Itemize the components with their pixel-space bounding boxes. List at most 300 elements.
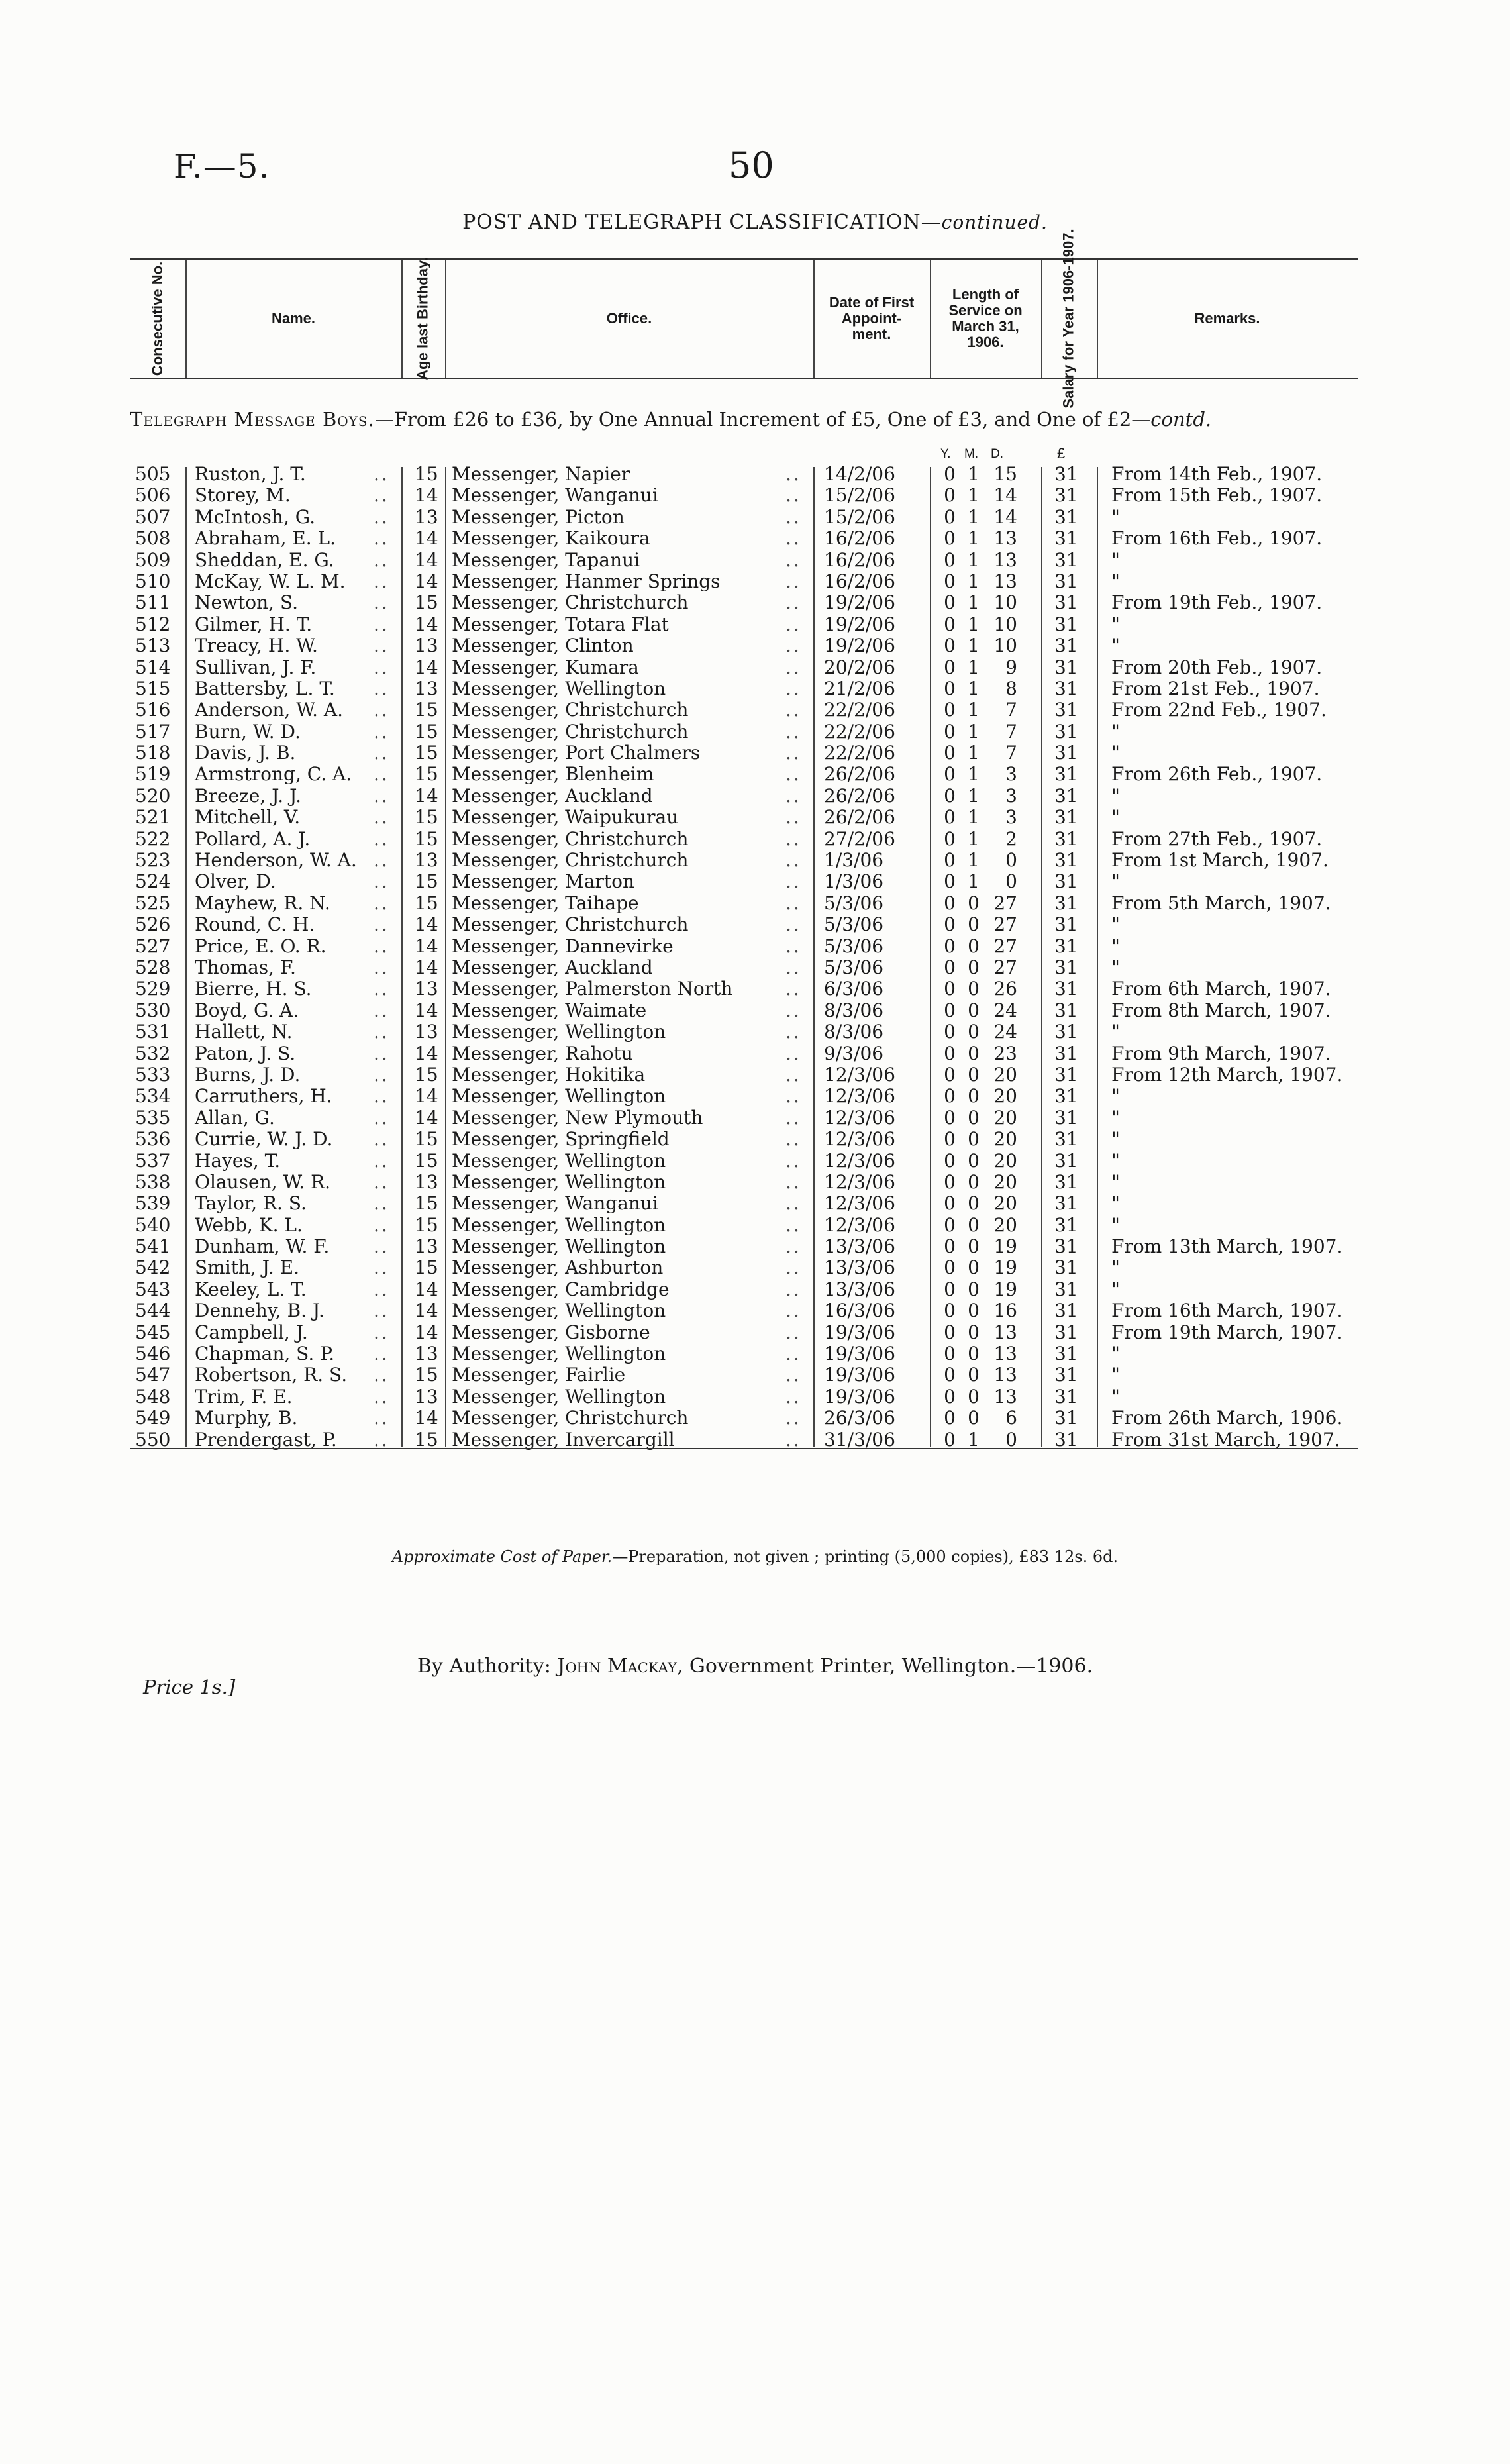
row-number: 545 xyxy=(135,1321,171,1343)
row-office: Messenger, Kaikoura xyxy=(452,527,650,550)
row-name: Armstrong, C. A. xyxy=(195,763,352,786)
running-title-text: POST AND TELEGRAPH CLASSIFICATION— xyxy=(462,211,942,234)
row-salary: 31 xyxy=(1054,763,1078,786)
table-bottom-rule xyxy=(130,1448,1358,1449)
row-age: 13 xyxy=(415,1235,438,1258)
dot-leader: .. xyxy=(785,1106,801,1129)
table-row xyxy=(130,464,1358,485)
row-years: 0 xyxy=(944,1128,956,1151)
col-header-remarks: Remarks. xyxy=(1194,310,1260,327)
dot-leader: .. xyxy=(785,1192,801,1215)
table-row xyxy=(130,1129,1358,1150)
row-remarks: From 9th March, 1907. xyxy=(1111,1042,1331,1064)
row-office: Messenger, Auckland xyxy=(452,784,653,807)
row-days: 19 xyxy=(993,1278,1017,1300)
row-years: 0 xyxy=(944,1364,956,1386)
row-remarks: From 12th March, 1907. xyxy=(1111,1063,1343,1086)
row-name: Keeley, L. T. xyxy=(195,1278,307,1300)
row-remarks: From 31st March, 1907. xyxy=(1111,1428,1340,1451)
row-office: Messenger, Wellington xyxy=(452,1235,666,1258)
row-days: 3 xyxy=(1005,784,1017,807)
row-salary: 31 xyxy=(1054,484,1078,507)
dot-leader: .. xyxy=(374,1321,389,1343)
dot-leader: .. xyxy=(374,484,389,507)
row-number: 539 xyxy=(135,1192,171,1215)
dot-leader: .. xyxy=(374,806,389,829)
row-days: 14 xyxy=(993,484,1017,507)
row-office: Messenger, Hokitika xyxy=(452,1063,646,1086)
row-name: Breeze, J. J. xyxy=(195,784,302,807)
row-date: 19/3/06 xyxy=(824,1343,895,1365)
document-folio: F.—5. xyxy=(174,147,270,185)
row-remarks: " xyxy=(1111,935,1120,957)
row-salary: 31 xyxy=(1054,742,1078,764)
dot-leader: .. xyxy=(785,677,801,699)
row-months: 1 xyxy=(968,548,980,571)
dot-leader: .. xyxy=(374,892,389,914)
row-age: 15 xyxy=(415,1063,438,1086)
col-header-salary: Salary for Year 1906-1907. xyxy=(1060,229,1078,409)
row-date: 22/2/06 xyxy=(824,742,895,764)
running-title-suffix: continued. xyxy=(941,211,1048,233)
row-salary: 31 xyxy=(1054,1149,1078,1172)
dot-leader: .. xyxy=(785,956,801,978)
dot-leader: .. xyxy=(374,827,389,850)
dot-leader: .. xyxy=(374,935,389,957)
row-salary: 31 xyxy=(1054,999,1078,1021)
row-date: 19/3/06 xyxy=(824,1385,895,1408)
table-row xyxy=(130,721,1358,743)
row-years: 0 xyxy=(944,1343,956,1365)
row-months: 0 xyxy=(968,1321,980,1343)
row-number: 536 xyxy=(135,1128,171,1151)
dot-leader: .. xyxy=(374,1128,389,1151)
printer-authority xyxy=(0,1655,1510,1678)
row-name: Prendergast, P. xyxy=(195,1428,337,1451)
row-office: Messenger, Wellington xyxy=(452,1085,666,1107)
row-age: 14 xyxy=(415,784,438,807)
row-date: 8/3/06 xyxy=(824,999,884,1021)
col-header-age: Age last Birthday. xyxy=(415,257,432,380)
row-years: 0 xyxy=(944,570,956,592)
row-name: Thomas, F. xyxy=(195,956,296,978)
dot-leader: .. xyxy=(374,720,389,743)
table-row xyxy=(130,485,1358,506)
row-years: 0 xyxy=(944,849,956,872)
row-salary: 31 xyxy=(1054,1428,1078,1451)
row-date: 16/2/06 xyxy=(824,548,895,571)
row-remarks: " xyxy=(1111,570,1120,592)
row-remarks: From 21st Feb., 1907. xyxy=(1111,677,1320,699)
table-row xyxy=(130,1064,1358,1086)
dot-leader: .. xyxy=(785,1085,801,1107)
row-date: 12/3/06 xyxy=(824,1128,895,1151)
row-remarks: From 1st March, 1907. xyxy=(1111,849,1329,872)
row-years: 0 xyxy=(944,1063,956,1086)
row-age: 15 xyxy=(415,1213,438,1236)
row-number: 548 xyxy=(135,1385,171,1408)
row-name: Paton, J. S. xyxy=(195,1042,296,1064)
row-date: 13/3/06 xyxy=(824,1235,895,1258)
row-age: 15 xyxy=(415,463,438,485)
row-date: 5/3/06 xyxy=(824,956,884,978)
row-age: 15 xyxy=(415,591,438,614)
row-days: 13 xyxy=(993,1385,1017,1408)
row-days: 27 xyxy=(993,935,1017,957)
dot-leader: .. xyxy=(374,913,389,936)
row-days: 26 xyxy=(993,978,1017,1000)
table-body xyxy=(130,464,1358,1451)
row-name: Chapman, S. P. xyxy=(195,1343,335,1365)
dot-leader: .. xyxy=(374,1235,389,1258)
row-age: 14 xyxy=(415,1085,438,1107)
row-years: 0 xyxy=(944,870,956,893)
row-months: 1 xyxy=(968,505,980,528)
dot-leader: .. xyxy=(374,1257,389,1279)
row-age: 14 xyxy=(415,527,438,550)
row-days: 24 xyxy=(993,1021,1017,1043)
row-remarks: From 19th Feb., 1907. xyxy=(1111,591,1323,614)
row-salary: 31 xyxy=(1054,1257,1078,1279)
row-salary: 31 xyxy=(1054,548,1078,571)
row-salary: 31 xyxy=(1054,1063,1078,1086)
row-remarks: From 19th March, 1907. xyxy=(1111,1321,1343,1343)
row-number: 544 xyxy=(135,1300,171,1322)
row-age: 14 xyxy=(415,1106,438,1129)
row-number: 525 xyxy=(135,892,171,914)
row-remarks: " xyxy=(1111,742,1120,764)
dot-leader: .. xyxy=(374,463,389,485)
dot-leader: .. xyxy=(374,505,389,528)
col-header-date: Date of First Appoint- ment. xyxy=(829,294,915,342)
row-years: 0 xyxy=(944,1257,956,1279)
row-name: Hayes, T. xyxy=(195,1149,281,1172)
row-office: Messenger, Ashburton xyxy=(452,1257,664,1279)
row-days: 6 xyxy=(1005,1407,1017,1429)
dot-leader: .. xyxy=(785,1321,801,1343)
row-age: 15 xyxy=(415,806,438,829)
row-date: 19/2/06 xyxy=(824,591,895,614)
dot-leader: .. xyxy=(785,1042,801,1064)
row-date: 8/3/06 xyxy=(824,1021,884,1043)
row-name: Round, C. H. xyxy=(195,913,315,936)
table-row xyxy=(130,1151,1358,1172)
dot-leader: .. xyxy=(785,999,801,1021)
row-office: Messenger, Wellington xyxy=(452,1343,666,1365)
row-office: Messenger, Invercargill xyxy=(452,1428,675,1451)
row-office: Messenger, Wellington xyxy=(452,1300,666,1322)
authority-suffix: , Government Printer, Wellington.—1906. xyxy=(676,1655,1093,1678)
row-days: 20 xyxy=(993,1085,1017,1107)
row-months: 0 xyxy=(968,1364,980,1386)
row-date: 9/3/06 xyxy=(824,1042,884,1064)
row-name: Murphy, B. xyxy=(195,1407,298,1429)
row-age: 15 xyxy=(415,699,438,721)
row-date: 19/2/06 xyxy=(824,613,895,635)
row-date: 19/2/06 xyxy=(824,635,895,657)
row-months: 0 xyxy=(968,1235,980,1258)
row-office: Messenger, Wellington xyxy=(452,1170,666,1193)
row-months: 1 xyxy=(968,463,980,485)
row-days: 24 xyxy=(993,999,1017,1021)
row-office: Messenger, Wanganui xyxy=(452,1192,658,1215)
dot-leader: .. xyxy=(374,870,389,893)
row-name: Allan, G. xyxy=(195,1106,275,1129)
row-salary: 31 xyxy=(1054,1385,1078,1408)
row-months: 1 xyxy=(968,613,980,635)
row-salary: 31 xyxy=(1054,784,1078,807)
table-row xyxy=(130,1043,1358,1064)
row-name: Price, E. O. R. xyxy=(195,935,327,957)
row-remarks: " xyxy=(1111,1149,1120,1172)
row-age: 14 xyxy=(415,999,438,1021)
row-days: 19 xyxy=(993,1257,1017,1279)
row-number: 530 xyxy=(135,999,171,1021)
row-age: 14 xyxy=(415,1042,438,1064)
row-office: Messenger, Marton xyxy=(452,870,635,893)
row-date: 19/3/06 xyxy=(824,1364,895,1386)
row-age: 14 xyxy=(415,1321,438,1343)
table-row xyxy=(130,1215,1358,1236)
table-row xyxy=(130,743,1358,764)
row-date: 26/2/06 xyxy=(824,763,895,786)
row-salary: 31 xyxy=(1054,827,1078,850)
row-age: 15 xyxy=(415,827,438,850)
dot-leader: .. xyxy=(785,1364,801,1386)
row-months: 1 xyxy=(968,720,980,743)
row-salary: 31 xyxy=(1054,956,1078,978)
table-row xyxy=(130,507,1358,528)
row-number: 511 xyxy=(135,591,171,614)
row-remarks: From 5th March, 1907. xyxy=(1111,892,1331,914)
row-days: 27 xyxy=(993,913,1017,936)
row-months: 0 xyxy=(968,892,980,914)
row-date: 15/2/06 xyxy=(824,505,895,528)
unit-y: Y. xyxy=(940,447,951,461)
row-age: 15 xyxy=(415,1149,438,1172)
row-age: 14 xyxy=(415,613,438,635)
row-years: 0 xyxy=(944,1321,956,1343)
row-days: 20 xyxy=(993,1149,1017,1172)
row-age: 15 xyxy=(415,720,438,743)
dot-leader: .. xyxy=(785,978,801,1000)
row-age: 13 xyxy=(415,1385,438,1408)
dot-leader: .. xyxy=(374,999,389,1021)
dot-leader: .. xyxy=(374,1407,389,1429)
row-number: 517 xyxy=(135,720,171,743)
table-row xyxy=(130,550,1358,571)
table-row xyxy=(130,1343,1358,1364)
row-remarks: From 6th March, 1907. xyxy=(1111,978,1331,1000)
dot-leader: .. xyxy=(374,784,389,807)
row-name: Treacy, H. W. xyxy=(195,635,318,657)
row-age: 14 xyxy=(415,913,438,936)
row-months: 0 xyxy=(968,1278,980,1300)
row-office: Messenger, Palmerston North xyxy=(452,978,733,1000)
row-months: 0 xyxy=(968,1106,980,1129)
dot-leader: .. xyxy=(374,699,389,721)
row-salary: 31 xyxy=(1054,849,1078,872)
dot-leader: .. xyxy=(374,1213,389,1236)
row-office: Messenger, Wanganui xyxy=(452,484,658,507)
row-age: 15 xyxy=(415,763,438,786)
row-days: 20 xyxy=(993,1106,1017,1129)
row-years: 0 xyxy=(944,720,956,743)
row-date: 13/3/06 xyxy=(824,1257,895,1279)
row-years: 0 xyxy=(944,505,956,528)
dot-leader: .. xyxy=(785,870,801,893)
row-years: 0 xyxy=(944,935,956,957)
row-remarks: " xyxy=(1111,1021,1120,1043)
row-date: 1/3/06 xyxy=(824,849,884,872)
row-date: 12/3/06 xyxy=(824,1106,895,1129)
row-remarks: " xyxy=(1111,1192,1120,1215)
dot-leader: .. xyxy=(785,1128,801,1151)
row-date: 12/3/06 xyxy=(824,1085,895,1107)
dot-leader: .. xyxy=(374,570,389,592)
row-age: 13 xyxy=(415,677,438,699)
row-salary: 31 xyxy=(1054,1213,1078,1236)
row-remarks: " xyxy=(1111,1385,1120,1408)
dot-leader: .. xyxy=(374,763,389,786)
row-number: 535 xyxy=(135,1106,171,1129)
row-months: 0 xyxy=(968,1149,980,1172)
row-months: 1 xyxy=(968,656,980,678)
row-age: 14 xyxy=(415,548,438,571)
row-years: 0 xyxy=(944,548,956,571)
row-name: Mitchell, V. xyxy=(195,806,301,829)
row-name: Henderson, W. A. xyxy=(195,849,357,872)
row-months: 1 xyxy=(968,677,980,699)
table-row xyxy=(130,678,1358,699)
table-row xyxy=(130,1364,1358,1386)
row-age: 14 xyxy=(415,484,438,507)
row-years: 0 xyxy=(944,1385,956,1408)
dot-leader: .. xyxy=(785,1407,801,1429)
row-number: 523 xyxy=(135,849,171,872)
row-remarks: " xyxy=(1111,806,1120,829)
dot-leader: .. xyxy=(785,1170,801,1193)
row-number: 532 xyxy=(135,1042,171,1064)
col-header-length: Length of Service on March 31, 1906. xyxy=(948,286,1023,350)
row-days: 3 xyxy=(1005,806,1017,829)
row-name: Davis, J. B. xyxy=(195,742,296,764)
row-date: 12/3/06 xyxy=(824,1213,895,1236)
col-header-name: Name. xyxy=(271,310,316,327)
row-days: 10 xyxy=(993,613,1017,635)
section-contd: contd. xyxy=(1150,408,1212,431)
table-row xyxy=(130,893,1358,914)
row-number: 524 xyxy=(135,870,171,893)
row-months: 0 xyxy=(968,1085,980,1107)
row-remarks: " xyxy=(1111,1106,1120,1129)
table-row xyxy=(130,1257,1358,1278)
row-office: Messenger, Napier xyxy=(452,463,630,485)
row-days: 13 xyxy=(993,1321,1017,1343)
row-date: 21/2/06 xyxy=(824,677,895,699)
section-title: Telegraph Message Boys. xyxy=(130,408,375,431)
row-date: 12/3/06 xyxy=(824,1192,895,1215)
row-years: 0 xyxy=(944,1106,956,1129)
row-remarks: " xyxy=(1111,1170,1120,1193)
table-row xyxy=(130,571,1358,592)
row-months: 0 xyxy=(968,1213,980,1236)
row-remarks: " xyxy=(1111,1085,1120,1107)
row-number: 538 xyxy=(135,1170,171,1193)
dot-leader: .. xyxy=(374,1063,389,1086)
row-months: 0 xyxy=(968,1063,980,1086)
row-days: 10 xyxy=(993,635,1017,657)
row-years: 0 xyxy=(944,527,956,550)
row-days: 20 xyxy=(993,1213,1017,1236)
row-years: 0 xyxy=(944,806,956,829)
table-row xyxy=(130,871,1358,892)
table-row xyxy=(130,807,1358,828)
table-row xyxy=(130,764,1358,785)
dot-leader: .. xyxy=(785,827,801,850)
row-office: Messenger, Wellington xyxy=(452,1213,666,1236)
row-age: 14 xyxy=(415,656,438,678)
row-age: 15 xyxy=(415,1428,438,1451)
row-salary: 31 xyxy=(1054,527,1078,550)
dot-leader: .. xyxy=(785,1385,801,1408)
row-months: 1 xyxy=(968,591,980,614)
section-heading xyxy=(130,408,1211,431)
row-date: 27/2/06 xyxy=(824,827,895,850)
row-name: Abraham, E. L. xyxy=(195,527,336,550)
row-name: Olver, D. xyxy=(195,870,276,893)
row-days: 2 xyxy=(1005,827,1017,850)
row-name: Sullivan, J. F. xyxy=(195,656,317,678)
row-days: 9 xyxy=(1005,656,1017,678)
row-office: Messenger, Christchurch xyxy=(452,1407,689,1429)
row-remarks: " xyxy=(1111,635,1120,657)
dot-leader: .. xyxy=(785,463,801,485)
row-name: McIntosh, G. xyxy=(195,505,316,528)
row-date: 19/3/06 xyxy=(824,1321,895,1343)
row-name: Taylor, R. S. xyxy=(195,1192,307,1215)
row-number: 550 xyxy=(135,1428,171,1451)
row-salary: 31 xyxy=(1054,570,1078,592)
row-name: Anderson, W. A. xyxy=(195,699,343,721)
table-row xyxy=(130,914,1358,935)
dot-leader: .. xyxy=(374,742,389,764)
row-months: 1 xyxy=(968,763,980,786)
row-months: 0 xyxy=(968,1021,980,1043)
row-age: 13 xyxy=(415,505,438,528)
row-months: 0 xyxy=(968,1257,980,1279)
row-months: 1 xyxy=(968,784,980,807)
row-days: 0 xyxy=(1005,849,1017,872)
row-months: 1 xyxy=(968,570,980,592)
row-days: 13 xyxy=(993,1364,1017,1386)
dot-leader: .. xyxy=(374,591,389,614)
row-days: 7 xyxy=(1005,699,1017,721)
row-remarks: From 20th Feb., 1907. xyxy=(1111,656,1323,678)
table-row xyxy=(130,957,1358,978)
row-months: 0 xyxy=(968,1042,980,1064)
row-number: 518 xyxy=(135,742,171,764)
dot-leader: .. xyxy=(785,720,801,743)
row-days: 13 xyxy=(993,548,1017,571)
row-days: 0 xyxy=(1005,1428,1017,1451)
row-name: Burns, J. D. xyxy=(195,1063,301,1086)
row-name: Smith, J. E. xyxy=(195,1257,299,1279)
row-office: Messenger, Christchurch xyxy=(452,849,689,872)
row-name: Dennehy, B. J. xyxy=(195,1300,325,1322)
row-months: 1 xyxy=(968,742,980,764)
row-name: Storey, M. xyxy=(195,484,291,507)
